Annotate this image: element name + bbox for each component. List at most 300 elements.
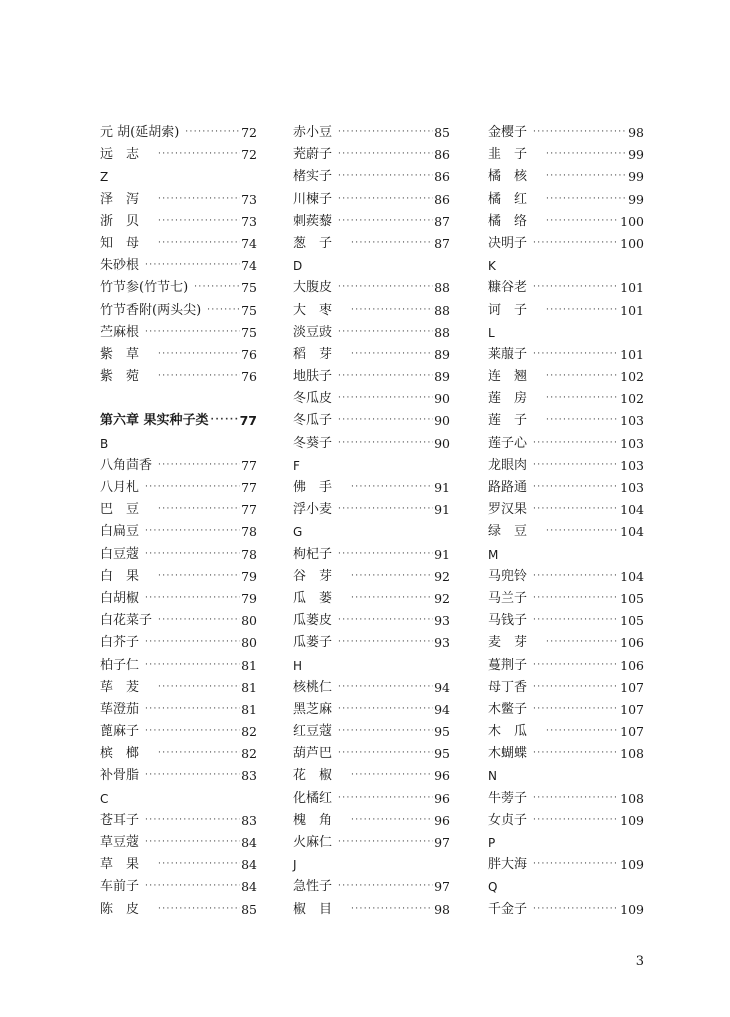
entry-page-number: 107 <box>620 701 644 717</box>
index-entry[interactable] <box>100 610 257 632</box>
index-entry[interactable] <box>100 544 257 566</box>
entry-name: 急性子 <box>293 879 333 895</box>
entry-name: 柏子仁 <box>100 657 140 673</box>
index-entry[interactable] <box>100 277 257 299</box>
index-entry[interactable] <box>293 499 450 521</box>
entry-page-number: 79 <box>241 590 257 606</box>
index-entry[interactable] <box>293 410 450 432</box>
entry-page-number: 88 <box>434 280 450 296</box>
leader-dots <box>338 276 433 298</box>
leader-dots <box>145 831 240 853</box>
leader-dots <box>338 409 433 431</box>
leader-dots <box>145 476 240 498</box>
leader-dots <box>533 698 619 720</box>
entry-page-number: 76 <box>241 369 257 385</box>
entry-name: 大腹皮 <box>293 280 333 296</box>
entry-name: 荜澄茄 <box>100 701 140 717</box>
entry-page-number: 88 <box>434 302 450 318</box>
entry-name: 苎麻根 <box>100 324 140 340</box>
index-entry[interactable] <box>100 344 257 366</box>
index-entry[interactable] <box>100 255 257 277</box>
entry-name: 核桃仁 <box>293 679 333 695</box>
entry-page-number: 100 <box>620 213 644 229</box>
entry-name: 白豆蔻 <box>100 546 140 562</box>
entry-page-number: 85 <box>434 125 450 140</box>
leader-dots <box>546 631 619 653</box>
entry-page-number: 98 <box>628 125 644 140</box>
entry-page-number: 97 <box>434 835 450 850</box>
leader-dots <box>158 188 240 210</box>
entry-page-number: 84 <box>241 857 257 873</box>
leader-dots <box>145 875 240 897</box>
entry-page-number: 80 <box>241 613 257 629</box>
entry-name: 谷芽 <box>293 568 346 584</box>
entry-page-number: 89 <box>434 346 450 362</box>
entry-name: 莱菔子 <box>488 346 528 362</box>
entry-page-number: 78 <box>241 524 257 540</box>
entry-name: 决明子 <box>488 235 528 251</box>
index-letter-heading: D <box>293 259 303 274</box>
entry-page-number: 108 <box>620 790 644 806</box>
entry-name: 白花菜子 <box>100 613 153 629</box>
entry-name: 橘核 <box>488 169 541 185</box>
entry-page-number: 75 <box>241 280 257 296</box>
index-entry[interactable] <box>100 455 257 477</box>
index-entry[interactable] <box>488 499 644 521</box>
index-entry[interactable] <box>293 144 450 166</box>
leader-dots <box>351 299 433 321</box>
index-entry[interactable] <box>488 655 644 677</box>
leader-dots <box>546 387 619 409</box>
entry-page-number: 105 <box>620 613 644 629</box>
index-entry[interactable] <box>293 544 450 566</box>
entry-name: 马兜铃 <box>488 568 528 584</box>
entry-page-number: 90 <box>434 435 450 451</box>
index-letter-heading: H <box>293 658 303 673</box>
index-entry[interactable] <box>488 632 644 654</box>
leader-dots <box>158 742 240 764</box>
index-entry[interactable] <box>100 810 257 832</box>
index-entry[interactable] <box>100 189 257 211</box>
entry-name: 莲子心 <box>488 435 528 451</box>
index-entry[interactable] <box>293 610 450 632</box>
leader-dots <box>338 210 433 232</box>
leader-dots <box>338 875 433 897</box>
entry-page-number: 97 <box>434 879 450 895</box>
index-entry[interactable] <box>488 211 644 233</box>
leader-dots <box>351 764 433 786</box>
entry-name: 千金子 <box>488 901 528 917</box>
leader-dots <box>158 143 240 165</box>
entry-page-number: 96 <box>434 768 450 784</box>
entry-name: 木鳖子 <box>488 701 528 717</box>
leader-dots <box>145 321 240 343</box>
entry-name: 白扁豆 <box>100 524 140 540</box>
entry-name: 黑芝麻 <box>293 701 333 717</box>
index-entry[interactable] <box>293 277 450 299</box>
leader-dots <box>338 831 433 853</box>
index-entry[interactable] <box>100 899 257 921</box>
entry-page-number: 96 <box>434 790 450 806</box>
entry-name: 路路通 <box>488 480 528 495</box>
entry-page-number: 90 <box>434 413 450 429</box>
index-entry[interactable] <box>488 566 644 588</box>
entry-page-number: 77 <box>241 457 257 473</box>
index-entry[interactable] <box>488 854 644 876</box>
leader-dots <box>533 654 619 676</box>
index-entry[interactable] <box>100 655 257 677</box>
entry-page-number: 75 <box>241 302 257 318</box>
index-entry[interactable] <box>293 677 450 699</box>
entry-page-number: 75 <box>241 324 257 340</box>
index-entry[interactable] <box>100 499 257 521</box>
leader-dots <box>351 809 433 831</box>
entry-page-number: 86 <box>434 169 450 185</box>
index-entry[interactable] <box>488 810 644 832</box>
index-entry[interactable] <box>488 300 644 322</box>
entry-name: 竹节香附(两头尖) <box>100 302 202 318</box>
entry-page-number: 87 <box>434 235 450 251</box>
leader-dots <box>145 654 240 676</box>
leader-dots <box>158 454 240 476</box>
entry-name: 赤小豆 <box>293 125 333 140</box>
entry-page-number: 86 <box>434 147 450 163</box>
entry-name: 白芥子 <box>100 635 140 651</box>
entry-page-number: 82 <box>241 746 257 762</box>
entry-name: 椒目 <box>293 901 346 917</box>
index-entry[interactable] <box>293 832 450 854</box>
entry-page-number: 103 <box>620 457 644 473</box>
entry-page-number: 84 <box>241 879 257 895</box>
entry-page-number: 92 <box>434 590 450 606</box>
entry-page-number: 108 <box>620 746 644 762</box>
leader-dots <box>338 631 433 653</box>
leader-dots <box>338 143 433 165</box>
index-entry[interactable] <box>100 699 257 721</box>
leader-dots <box>351 565 433 587</box>
leader-dots <box>546 210 619 232</box>
entry-name: 紫草 <box>100 346 153 362</box>
index-letter-heading: M <box>488 547 499 562</box>
leader-dots <box>533 276 619 298</box>
leader-dots <box>533 565 619 587</box>
index-entry[interactable] <box>293 477 450 499</box>
index-entry[interactable] <box>293 344 450 366</box>
index-entry[interactable] <box>488 899 644 921</box>
entry-name: 第六章 果实种子类 <box>100 413 209 429</box>
entry-name: 知母 <box>100 235 153 251</box>
entry-name: 苍耳子 <box>100 812 140 828</box>
entry-name: 冬瓜子 <box>293 413 333 429</box>
index-entry[interactable] <box>100 765 257 787</box>
index-column-2 <box>293 122 450 921</box>
entry-name: 陈皮 <box>100 901 153 917</box>
entry-name: 牛蒡子 <box>488 790 528 806</box>
index-entry[interactable] <box>488 233 644 255</box>
index-entry[interactable] <box>488 166 644 188</box>
entry-page-number: 107 <box>620 724 644 740</box>
index-letter-heading: L <box>488 325 495 340</box>
chapter-heading[interactable] <box>100 410 257 432</box>
index-entry[interactable] <box>293 322 450 344</box>
entry-name: 莲子 <box>488 413 541 429</box>
index-entry[interactable] <box>100 300 257 322</box>
leader-dots <box>533 498 619 520</box>
entry-name: 连翘 <box>488 369 541 385</box>
leader-dots <box>185 121 240 143</box>
leader-dots <box>533 609 619 631</box>
leader-dots <box>145 720 240 742</box>
entry-page-number: 72 <box>241 125 257 140</box>
index-entry[interactable] <box>100 677 257 699</box>
entry-name: 槐角 <box>293 812 346 828</box>
index-entry[interactable] <box>100 322 257 344</box>
leader-dots <box>546 365 619 387</box>
entry-page-number: 87 <box>434 213 450 229</box>
entry-name: 草豆蔻 <box>100 835 140 850</box>
entry-name: 蔓荆子 <box>488 657 528 673</box>
leader-dots <box>351 343 433 365</box>
index-entry[interactable] <box>488 144 644 166</box>
entry-name: 橘络 <box>488 213 541 229</box>
entry-name: 紫菀 <box>100 369 153 385</box>
entry-page-number: 109 <box>620 857 644 873</box>
entry-page-number: 91 <box>434 546 450 562</box>
index-entry[interactable] <box>488 189 644 211</box>
leader-dots <box>546 165 627 187</box>
leader-dots <box>338 188 433 210</box>
entry-name: 地肤子 <box>293 369 333 385</box>
entry-name: 朱砂根 <box>100 258 140 274</box>
entry-name: 胖大海 <box>488 857 528 873</box>
index-entry[interactable] <box>488 588 644 610</box>
index-entry[interactable] <box>100 477 257 499</box>
index-entry[interactable] <box>488 721 644 743</box>
entry-name: 化橘红 <box>293 790 333 806</box>
leader-dots <box>338 365 433 387</box>
entry-name: 浮小麦 <box>293 502 333 518</box>
leader-dots <box>546 520 619 542</box>
index-column-1 <box>100 122 257 921</box>
entry-name: 麦芽 <box>488 635 541 651</box>
leader-dots <box>533 454 619 476</box>
entry-name: 泽泻 <box>100 191 153 207</box>
index-entry[interactable] <box>293 189 450 211</box>
entry-name: 母丁香 <box>488 679 528 695</box>
leader-dots <box>546 188 627 210</box>
entry-name: 八角茴香 <box>100 457 153 473</box>
index-entry[interactable] <box>293 588 450 610</box>
index-entry[interactable] <box>488 477 644 499</box>
leader-dots <box>158 365 240 387</box>
entry-page-number: 106 <box>620 635 644 651</box>
index-entry[interactable] <box>293 765 450 787</box>
index-entry[interactable] <box>100 854 257 876</box>
index-entry[interactable] <box>293 122 450 144</box>
entry-name: 瓜蒌子 <box>293 635 333 651</box>
entry-name: 蓖麻子 <box>100 724 140 740</box>
leader-dots <box>207 299 240 321</box>
entry-name: 草果 <box>100 857 153 873</box>
leader-dots <box>533 787 619 809</box>
entry-name: 红豆蔻 <box>293 724 333 740</box>
index-entry[interactable] <box>293 300 450 322</box>
entry-name: 马钱子 <box>488 613 528 629</box>
entry-name: 远志 <box>100 147 153 163</box>
leader-dots <box>351 587 433 609</box>
leader-dots <box>158 498 240 520</box>
index-entry[interactable] <box>293 366 450 388</box>
index-entry[interactable] <box>488 277 644 299</box>
entry-name: 枸杞子 <box>293 546 333 562</box>
entry-page-number: 83 <box>241 768 257 784</box>
leader-dots <box>533 809 619 831</box>
index-entry[interactable] <box>488 455 644 477</box>
index-entry[interactable] <box>100 832 257 854</box>
index-entry[interactable] <box>100 743 257 765</box>
entry-name: 川楝子 <box>293 191 333 207</box>
index-entry[interactable] <box>293 721 450 743</box>
leader-dots <box>145 587 240 609</box>
entry-page-number: 74 <box>241 235 257 251</box>
entry-page-number: 81 <box>241 657 257 673</box>
entry-page-number: 104 <box>620 568 644 584</box>
entry-page-number: 73 <box>241 213 257 229</box>
entry-name: 大枣 <box>293 302 346 318</box>
entry-name: 龙眼肉 <box>488 457 528 473</box>
index-entry[interactable] <box>293 211 450 233</box>
leader-dots <box>338 543 433 565</box>
index-entry[interactable] <box>488 433 644 455</box>
entry-name: 瓜蒌皮 <box>293 613 333 629</box>
entry-page-number: 76 <box>241 346 257 362</box>
index-entry[interactable] <box>100 588 257 610</box>
index-entry[interactable] <box>100 721 257 743</box>
index-entry[interactable] <box>293 566 450 588</box>
leader-dots <box>533 432 619 454</box>
entry-page-number: 73 <box>241 191 257 207</box>
index-entry[interactable] <box>100 566 257 588</box>
leader-dots <box>338 121 433 143</box>
index-column-3 <box>488 122 644 921</box>
entry-page-number: 90 <box>434 391 450 407</box>
index-letter-heading: Q <box>488 880 498 895</box>
entry-name: 白果 <box>100 568 153 584</box>
index-entry[interactable] <box>293 743 450 765</box>
leader-dots <box>338 498 433 520</box>
entry-page-number: 99 <box>628 191 644 207</box>
entry-name: 马兰子 <box>488 590 528 606</box>
index-letter-heading: B <box>100 436 109 451</box>
entry-name: 冬瓜皮 <box>293 391 333 407</box>
index-entry[interactable] <box>293 166 450 188</box>
leader-dots <box>158 609 240 631</box>
leader-dots <box>158 565 240 587</box>
entry-name: 楮实子 <box>293 169 333 185</box>
section-spacer <box>100 388 257 410</box>
entry-page-number: 106 <box>620 657 644 673</box>
index-entry[interactable] <box>100 632 257 654</box>
index-entry[interactable] <box>488 610 644 632</box>
index-entry[interactable] <box>100 233 257 255</box>
entry-name: 巴豆 <box>100 502 153 518</box>
index-entry[interactable] <box>488 743 644 765</box>
entry-page-number: 103 <box>620 413 644 429</box>
leader-dots <box>338 742 433 764</box>
index-entry[interactable] <box>293 699 450 721</box>
index-entry[interactable] <box>488 344 644 366</box>
index-entry[interactable] <box>100 144 257 166</box>
entry-page-number: 78 <box>241 546 257 562</box>
index-entry[interactable] <box>100 211 257 233</box>
leader-dots <box>338 698 433 720</box>
entry-page-number: 80 <box>241 635 257 651</box>
entry-page-number: 81 <box>241 679 257 695</box>
index-entry[interactable] <box>293 899 450 921</box>
entry-name: 刺蒺藜 <box>293 213 333 229</box>
index-entry[interactable] <box>293 233 450 255</box>
index-entry[interactable] <box>293 388 450 410</box>
entry-page-number: 93 <box>434 635 450 651</box>
entry-name: 花椒 <box>293 768 346 784</box>
index-entry[interactable] <box>488 521 644 543</box>
leader-dots <box>145 520 240 542</box>
index-entry[interactable] <box>100 366 257 388</box>
entry-page-number: 95 <box>434 724 450 740</box>
index-entry[interactable] <box>488 122 644 144</box>
entry-name: 葫芦巴 <box>293 746 333 762</box>
index-entry[interactable] <box>293 632 450 654</box>
leader-dots <box>338 720 433 742</box>
index-entry[interactable] <box>488 388 644 410</box>
leader-dots <box>145 809 240 831</box>
index-entry[interactable] <box>100 521 257 543</box>
index-entry[interactable] <box>293 788 450 810</box>
leader-dots <box>194 276 240 298</box>
leader-dots <box>145 543 240 565</box>
index-entry[interactable] <box>293 876 450 898</box>
index-entry[interactable] <box>488 410 644 432</box>
entry-page-number: 96 <box>434 812 450 828</box>
entry-name: 木蝴蝶 <box>488 746 528 762</box>
index-entry[interactable] <box>100 876 257 898</box>
entry-page-number: 101 <box>620 280 644 296</box>
entry-name: 佛手 <box>293 480 346 495</box>
index-entry[interactable] <box>488 788 644 810</box>
index-letter-heading: N <box>488 769 497 784</box>
index-letter-heading: K <box>488 259 496 274</box>
leader-dots <box>533 742 619 764</box>
entry-name: 车前子 <box>100 879 140 895</box>
index-entry[interactable] <box>293 433 450 455</box>
entry-page-number: 84 <box>241 835 257 850</box>
entry-page-number: 109 <box>620 812 644 828</box>
leader-dots <box>546 720 619 742</box>
leader-dots <box>158 343 240 365</box>
index-entry[interactable] <box>293 810 450 832</box>
index-entry[interactable] <box>100 122 257 144</box>
index-entry[interactable] <box>488 677 644 699</box>
index-letter-heading: Z <box>100 170 109 185</box>
entry-page-number: 77 <box>241 480 257 495</box>
index-entry[interactable] <box>488 366 644 388</box>
entry-name: 瓜蒌 <box>293 590 346 606</box>
leader-dots <box>158 853 240 875</box>
leader-dots <box>533 476 619 498</box>
index-entry[interactable] <box>488 699 644 721</box>
entry-name: 茺蔚子 <box>293 147 333 163</box>
entry-page-number: 79 <box>241 568 257 584</box>
